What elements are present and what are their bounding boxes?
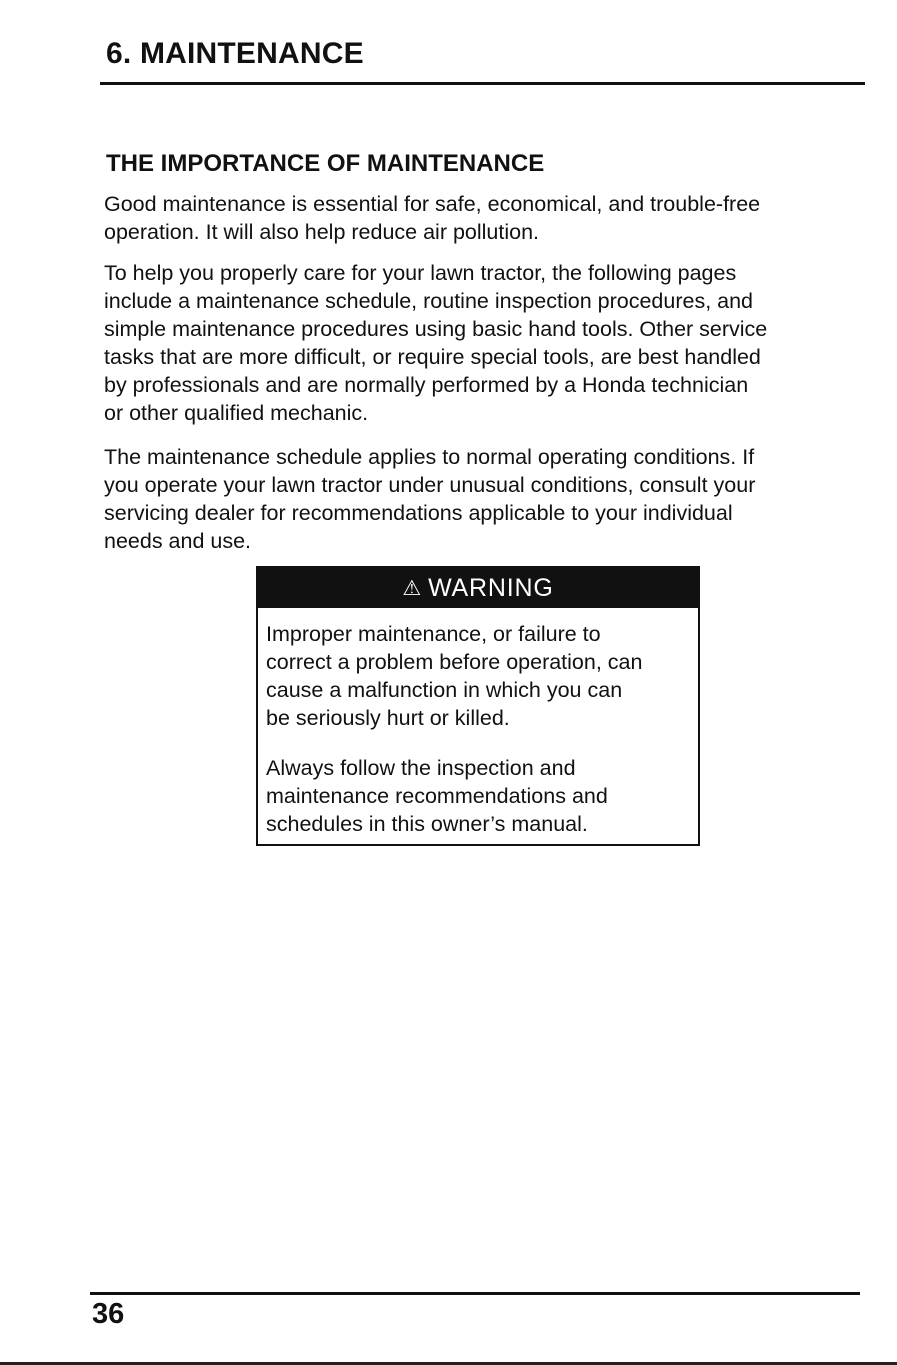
- warning-paragraph-advice: [258, 754, 698, 838]
- text-line: maintenance recommendations and: [266, 784, 608, 808]
- text-line: include a maintenance schedule, routine inspection procedures, and: [104, 289, 754, 313]
- text-line: servicing dealer for recommendations applicable to your individual: [104, 501, 733, 525]
- footer-divider: [90, 1292, 860, 1295]
- warning-header: [258, 568, 698, 608]
- text-line: by professionals and are normally performed by a Honda technician: [104, 373, 749, 397]
- warning-label: WARNING: [428, 574, 554, 602]
- text-line: Always follow the inspection and: [266, 756, 576, 780]
- section-heading: THE IMPORTANCE OF MAINTENANCE: [106, 150, 545, 177]
- text-line: simple maintenance procedures using basic hand tools. Other service: [104, 317, 768, 341]
- header-divider: [100, 82, 865, 85]
- text-line: cause a malfunction in which you can: [266, 678, 623, 702]
- body-paragraph-care: [104, 259, 864, 427]
- page-number: 36: [92, 1298, 125, 1330]
- warning-paragraph-hazard: [258, 620, 698, 732]
- text-line: needs and use.: [104, 529, 252, 553]
- text-line: schedules in this owner’s manual.: [266, 812, 588, 836]
- text-line: or other qualified mechanic.: [104, 401, 369, 425]
- warning-box: [256, 566, 700, 846]
- text-line: Good maintenance is essential for safe, economical, and trouble-free: [104, 192, 761, 216]
- body-paragraph-schedule: [104, 443, 864, 555]
- text-line: Improper maintenance, or failure to: [266, 622, 601, 646]
- text-line: The maintenance schedule applies to normal operating conditions. If: [104, 445, 755, 469]
- text-line: be seriously hurt or killed.: [266, 706, 510, 730]
- body-paragraph-importance: [104, 190, 864, 246]
- text-line: To help you properly care for your lawn tractor, the following pages: [104, 261, 737, 285]
- text-line: you operate your lawn tractor under unusual conditions, consult your: [104, 473, 756, 497]
- text-line: tasks that are more difficult, or require special tools, are best handled: [104, 345, 761, 369]
- text-line: correct a problem before operation, can: [266, 650, 643, 674]
- text-line: operation. It will also help reduce air pollution.: [104, 220, 540, 244]
- section-title: 6. MAINTENANCE: [106, 37, 364, 70]
- warning-triangle-icon: ⚠: [402, 577, 423, 600]
